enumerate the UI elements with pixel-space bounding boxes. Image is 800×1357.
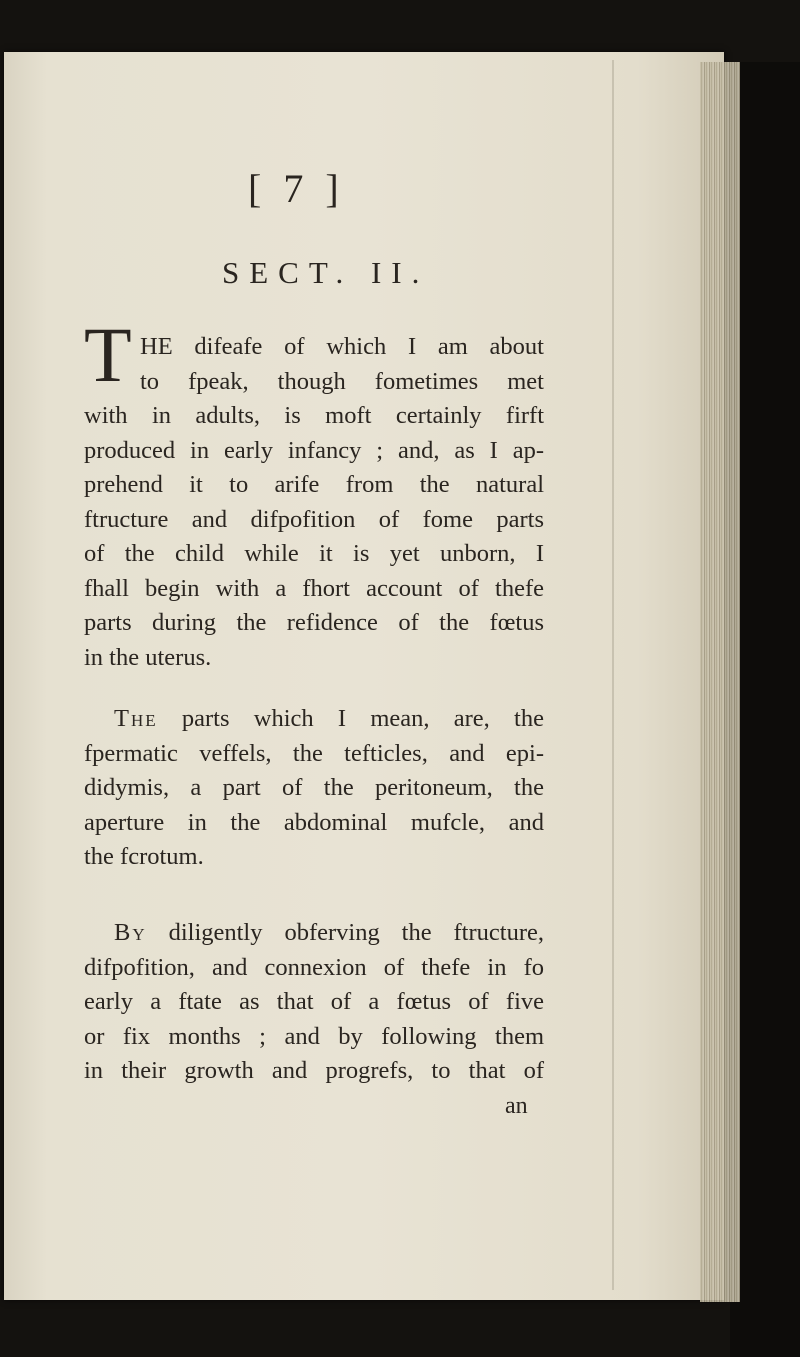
page-edges <box>700 62 740 1302</box>
background-shadow <box>730 62 800 1357</box>
text-line: fhall begin with a fhort account of thefe <box>84 574 544 602</box>
text-line: of the child while it is yet unborn, I <box>84 540 544 567</box>
text-line-rest: diligently obferving the ftructure, <box>146 919 544 946</box>
catchword: an <box>505 1093 528 1119</box>
text-line: fpermatic veffels, the tefticles, and epi- <box>84 739 544 767</box>
text-line: difpofition, and connexion of thefe in fo <box>84 953 544 981</box>
paragraph-2 <box>84 702 544 875</box>
text-line: in their growth and progrefs, to that of <box>84 1057 544 1084</box>
text-line: aperture in the abdominal mufcle, and <box>84 808 544 836</box>
text-line: prehend it to arife from the natural <box>84 471 544 498</box>
text-line: ftructure and difpofition of fome parts <box>84 505 544 533</box>
paragraph-lead: The <box>114 705 158 732</box>
paragraph-1 <box>84 330 544 675</box>
text-line: with in adults, is moft certainly firft <box>84 402 544 429</box>
paragraph-lead: By <box>114 919 147 946</box>
text-line: parts during the refidence of the fœtus <box>84 609 544 636</box>
text-line: or fix months ; and by following them <box>84 1022 544 1050</box>
text-line: produced in early infancy ; and, as I ap- <box>84 436 544 464</box>
page-number: [ 7 ] <box>248 166 345 211</box>
text-line <box>84 916 544 951</box>
text-line <box>84 702 544 737</box>
text-line: early a ftate as that of a fœtus of five <box>84 988 544 1015</box>
text-line-rest: parts which I mean, are, the <box>157 705 544 732</box>
drop-cap: T <box>84 311 132 398</box>
page-crease <box>612 60 614 1290</box>
text-line: in the uterus. <box>84 643 212 671</box>
text-line: to fpeak, though fometimes met <box>140 367 544 395</box>
text-line: the fcrotum. <box>84 843 204 870</box>
section-heading: SECT. II. <box>222 255 430 290</box>
text-line: HE difeafe of which I am about <box>140 333 544 360</box>
paragraph-3 <box>84 916 544 1089</box>
text-line: didymis, a part of the peritoneum, the <box>84 774 544 801</box>
book-page <box>4 52 724 1300</box>
